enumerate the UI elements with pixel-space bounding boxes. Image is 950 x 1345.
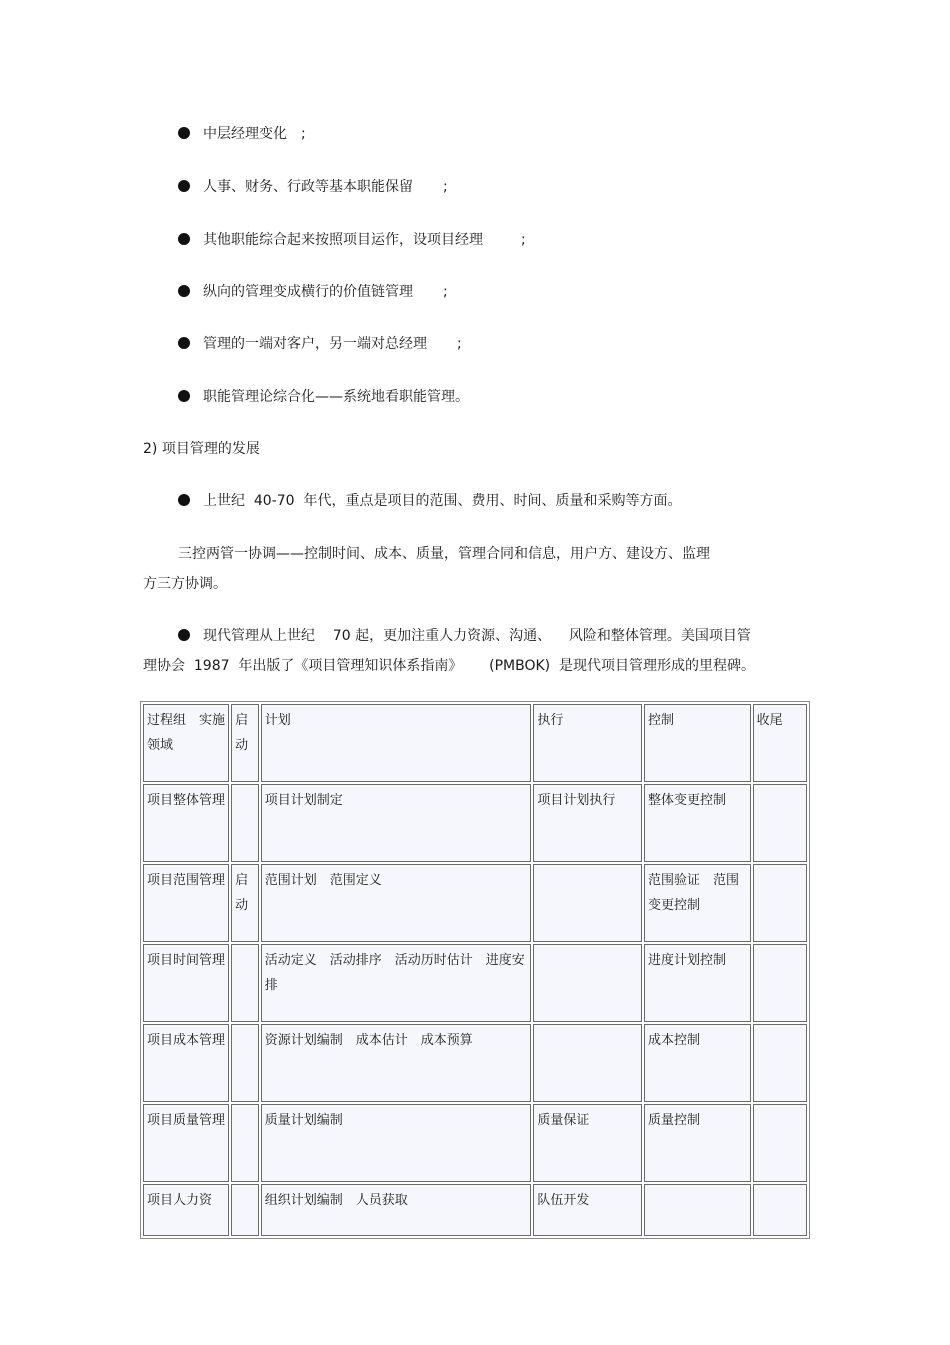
bullet-icon	[178, 180, 190, 192]
bullet-item	[178, 387, 469, 407]
table-row	[143, 944, 807, 1022]
bullet-icon	[178, 337, 190, 349]
table-cell	[753, 1184, 807, 1236]
table-row	[143, 1024, 807, 1102]
table-row	[143, 1104, 807, 1182]
bullet-text: 人事、财务、行政等基本职能保留	[203, 179, 413, 195]
table-cell: 项目质量管理	[143, 1104, 229, 1182]
table-row	[143, 784, 807, 862]
pmbok-process-table	[140, 701, 810, 1239]
table-cell: 项目时间管理	[143, 944, 229, 1022]
bullet-item: 中层经理变化 ;	[178, 124, 306, 144]
table-cell: 项目整体管理	[143, 784, 229, 862]
bullet-item: 其他职能综合起来按照项目运作，设项目经理 ;	[178, 230, 526, 250]
table-cell: 进度计划控制	[644, 944, 751, 1022]
table-cell: 范围验证 范围变更控制	[644, 864, 751, 942]
table-cell	[533, 944, 642, 1022]
table-cell: 质量控制	[644, 1104, 751, 1182]
bullet-text: 中层经理变化	[203, 126, 287, 142]
bullet-icon	[178, 233, 190, 245]
table-cell	[644, 1184, 751, 1236]
table-cell	[533, 1024, 642, 1102]
bullet-item: 人事、财务、行政等基本职能保留 ;	[178, 177, 448, 197]
table-header-cell: 控制	[644, 704, 751, 782]
bullet-text: 现代管理从上世纪 70 起，更加注重人力资源、沟通、 风险和整体管理。美国项目管	[203, 628, 751, 644]
table-header-cell: 收尾	[753, 704, 807, 782]
table-header-cell: 计划	[261, 704, 532, 782]
bullet-icon	[178, 629, 190, 641]
bullet-text: 纵向的管理变成横行的价值链管理	[203, 284, 413, 300]
paragraph-line: 三控两管一协调——控制时间、成本、质量，管理合同和信息，用户方、建设方、监理	[178, 546, 710, 562]
table-row	[143, 1184, 807, 1236]
table-cell: 启动	[231, 864, 259, 942]
bullet-item: 管理的一端对客户，另一端对总经理 ;	[178, 334, 462, 354]
table-cell: 成本控制	[644, 1024, 751, 1102]
table-cell	[533, 864, 642, 942]
table-cell: 项目成本管理	[143, 1024, 229, 1102]
table-row	[143, 864, 807, 942]
table-cell: 项目范围管理	[143, 864, 229, 942]
table-cell	[753, 784, 807, 862]
paragraph-line: 理协会 1987 年出版了《项目管理知识体系指南》 (PMBOK) 是现代项目管理形成的里程碑。	[143, 658, 756, 674]
table-cell	[231, 784, 259, 862]
table-cell	[231, 1104, 259, 1182]
bullet-icon	[178, 285, 190, 297]
paragraph-line: 方三方协调。	[143, 576, 227, 592]
bullet-icon	[178, 494, 190, 506]
bullet-icon	[178, 390, 190, 402]
table-cell: 队伍开发	[533, 1184, 642, 1236]
table-cell	[753, 864, 807, 942]
bullet-item	[178, 491, 681, 511]
section-heading: 2) 项目管理的发展	[143, 441, 260, 457]
table-cell: 活动定义 活动排序 活动历时估计 进度安排	[261, 944, 532, 1022]
bullet-item	[178, 626, 751, 646]
table-cell: 质量计划编制	[261, 1104, 532, 1182]
table-cell: 组织计划编制 人员获取	[261, 1184, 532, 1236]
table-cell	[231, 1184, 259, 1236]
bullet-text: 上世纪 40-70 年代，重点是项目的范围、费用、时间、质量和采购等方面。	[203, 493, 682, 509]
bullet-text: 其他职能综合起来按照项目运作，设项目经理	[203, 232, 483, 248]
table-cell	[753, 944, 807, 1022]
table-header-cell: 启动	[231, 704, 259, 782]
bullet-item: 纵向的管理变成横行的价值链管理 ;	[178, 282, 448, 302]
table-header-cell: 执行	[533, 704, 642, 782]
table-cell	[753, 1104, 807, 1182]
bullet-text: 管理的一端对客户，另一端对总经理	[203, 336, 427, 352]
table-cell	[231, 1024, 259, 1102]
table-cell: 项目人力资	[143, 1184, 229, 1236]
table-cell	[231, 944, 259, 1022]
table-cell: 整体变更控制	[644, 784, 751, 862]
table-header-cell: 过程组 实施领域	[143, 704, 229, 782]
bullet-text: 职能管理论综合化——系统地看职能管理。	[203, 389, 469, 405]
table-header-row	[143, 704, 807, 782]
table-cell	[753, 1024, 807, 1102]
table-cell: 项目计划执行	[533, 784, 642, 862]
bullet-icon	[178, 127, 190, 139]
table-cell: 范围计划 范围定义	[261, 864, 532, 942]
table-cell: 资源计划编制 成本估计 成本预算	[261, 1024, 532, 1102]
table-cell: 质量保证	[533, 1104, 642, 1182]
table-cell: 项目计划制定	[261, 784, 532, 862]
